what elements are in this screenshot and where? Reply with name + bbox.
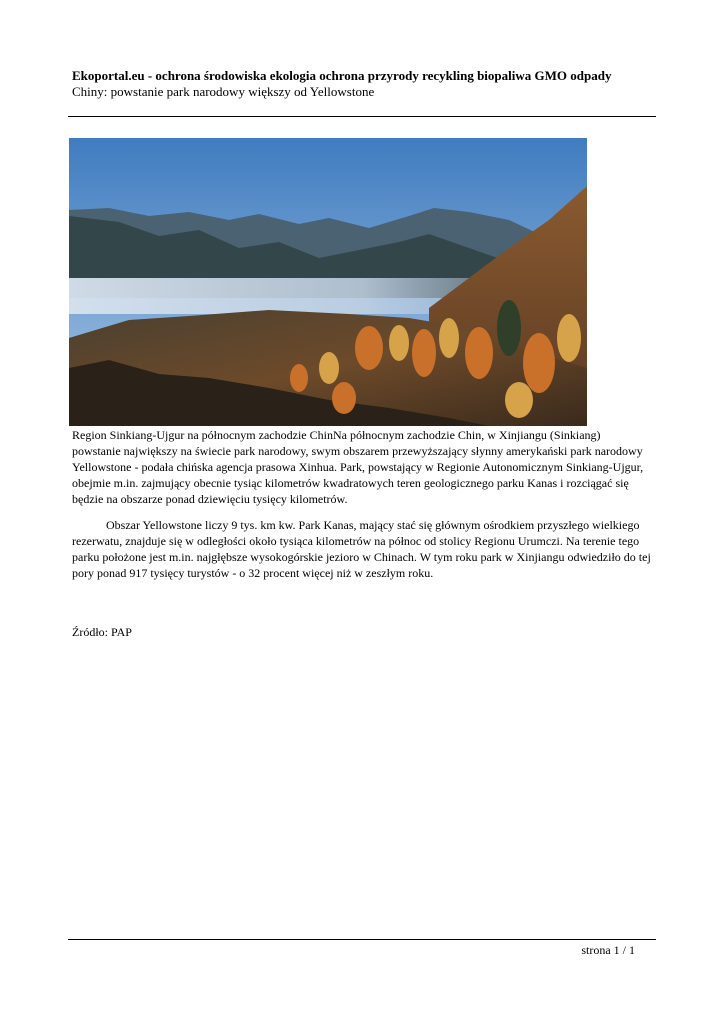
site-title: Ekoportal.eu - ochrona środowiska ekologia ochrona przyrody recykling biopaliwa GMO odpady bbox=[72, 68, 612, 83]
pine-tree bbox=[497, 300, 521, 356]
autumn-tree bbox=[523, 333, 555, 393]
golden-tree bbox=[319, 352, 339, 384]
autumn-tree bbox=[355, 326, 383, 370]
autumn-tree bbox=[332, 382, 356, 414]
autumn-tree bbox=[465, 327, 493, 379]
article-paragraph-2-text: Obszar Yellowstone liczy 9 tys. km kw. Park Kanas, mający stać się głównym ośrodkiem przyszłego wielkiego rezerwatu, znajduje się w odległości około tysiąca kilometrów na północ od stolicy Regionu Urumczi. Na terenie tego parku położone jest m.in. najgłębsze wysokogórskie jezioro w Chinach. W tym roku park w Xinjiangu odwiedziło do tej pory ponad 917 tysięcy turystów - o 32 procent więcej niż w zeszłym roku. bbox=[72, 518, 651, 580]
autumn-tree bbox=[412, 329, 436, 377]
golden-tree bbox=[439, 318, 459, 358]
landscape-photo bbox=[69, 138, 587, 426]
article-paragraph-1: Region Sinkiang-Ujgur na północnym zachodzie ChinNa północnym zachodzie Chin, w Xinjiangu (Sinkiang) powstanie największy na świecie park narodowy, swym obszarem przewyższający słynny amerykański park narodowy Yellowstone - podała chińska agencja prasowa Xinhua. Park, powstający w Regionie Autonomicznym Sinkiang-Ujgur, obejmie m.in. zajmujący obecnie tysiąc kilometrów kwadratowych teren geologicznego parku Kanas i rozciągać się będzie na obszarze ponad dziewięciu tysięcy kilometrów. bbox=[72, 428, 644, 506]
fog-bank bbox=[69, 278, 489, 314]
golden-tree bbox=[389, 325, 409, 361]
footer-divider bbox=[68, 939, 656, 940]
page-number: strona 1 / 1 bbox=[581, 943, 635, 957]
golden-tree bbox=[557, 314, 581, 362]
article-source: Źródło: PAP bbox=[72, 625, 132, 639]
article-paragraph-2 bbox=[72, 517, 652, 581]
header-divider bbox=[68, 116, 656, 117]
article-title: Chiny: powstanie park narodowy większy od Yellowstone bbox=[72, 84, 375, 99]
autumn-tree bbox=[290, 364, 308, 392]
golden-tree bbox=[505, 382, 533, 418]
